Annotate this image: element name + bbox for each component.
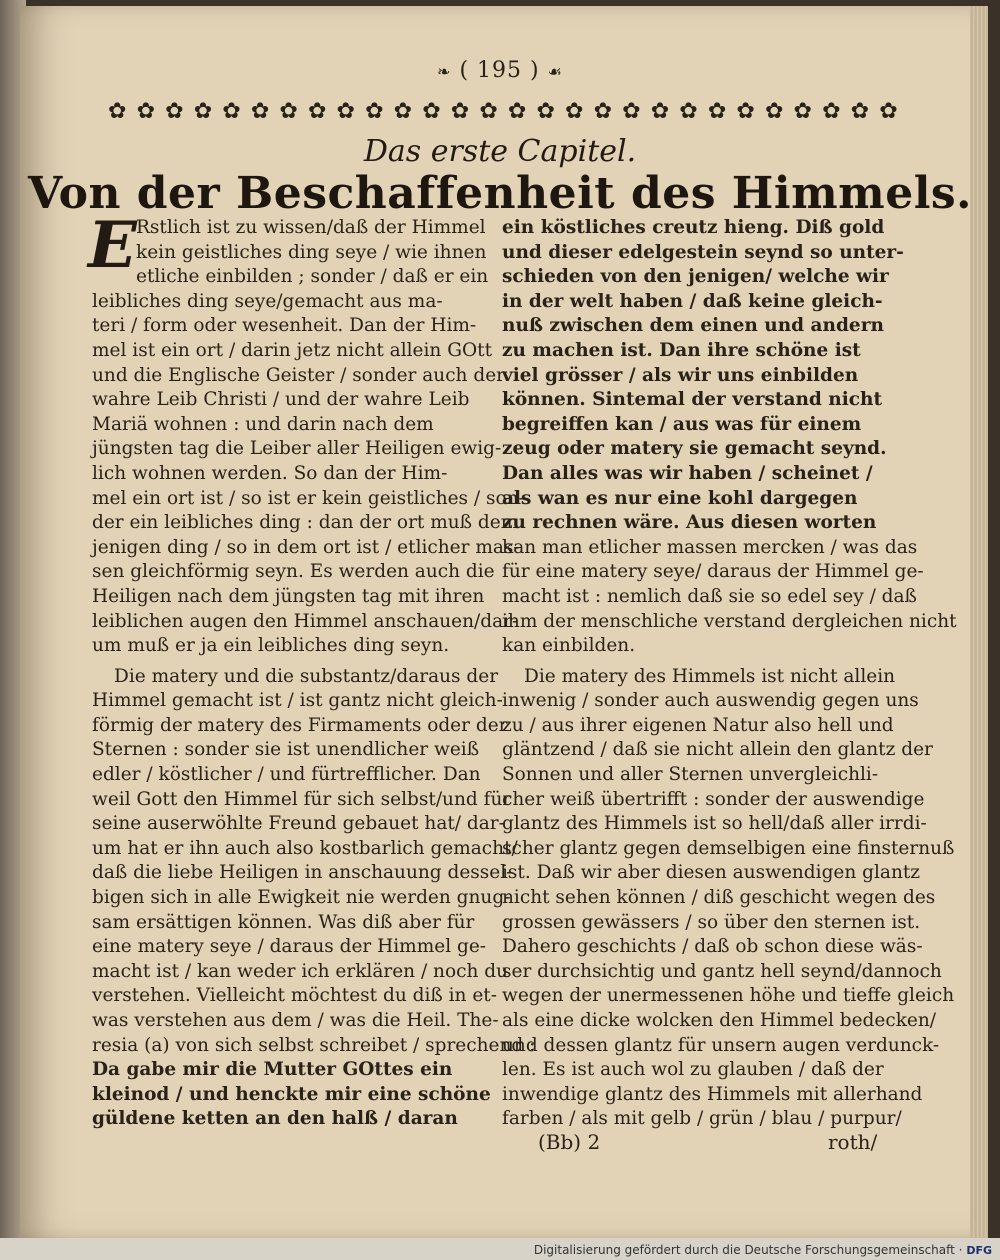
text-line: zu rechnen wäre. Aus diesen worten [502, 512, 877, 534]
text-line: bigen sich in alle Ewigkeit nie werden gnug- [92, 887, 511, 909]
ornament-flower-icon: ✿ [879, 98, 898, 124]
text-line: zu machen ist. Dan ihre schöne ist [502, 339, 861, 361]
text-line: grossen gewässers / so über den sternen ist. [502, 911, 921, 933]
text-line: kleinod / und henckte mir eine schöne [92, 1083, 491, 1105]
text-line: kan einbilden. [502, 635, 636, 657]
text-line: nicht sehen können / diß geschicht wegen des [502, 887, 936, 909]
footer-text: Digitalisierung gefördert durch die Deutsche Forschungsgemeinschaft · [533, 1243, 963, 1257]
text-line: resia (a) von sich selbst schreibet / sprechend : [92, 1034, 536, 1056]
text-line: daß die liebe Heiligen in anschauung dessel- [92, 862, 513, 884]
text-line: wegen der unermessenen höhe und tieffe gleich [502, 985, 955, 1007]
ornament-flower-icon: ✿ [565, 98, 584, 124]
ornament-flower-icon: ✿ [736, 98, 755, 124]
text-line: Heiligen nach dem jüngsten tag mit ihren [92, 585, 485, 607]
text-line: sen gleichförmig seyn. Es werden auch die [92, 561, 495, 583]
chapter-title: Das erste Capitel. [363, 134, 637, 169]
ornament-flower-icon: ✿ [650, 98, 670, 124]
ornament-flower-icon: ✿ [279, 98, 298, 124]
ornament-flower-icon: ✿ [450, 98, 470, 124]
ornament-flower-icon: ✿ [393, 98, 413, 124]
text-line: schieden von den jenigen/ welche wir [502, 266, 889, 288]
main-title: Von der Beschaffenheit des Himmels. [28, 168, 972, 219]
text-line: begreiffen kan / aus was für einem [502, 413, 862, 435]
ornament-flower-icon: ✿ [822, 98, 841, 124]
footer-band [0, 1238, 1000, 1260]
text-line: macht ist / kan weder ich erklären / noch du [92, 960, 509, 982]
text-line: können. Sintemal der verstand nicht [502, 389, 883, 411]
text-line: mel ein ort ist / so ist er kein geistliches / son- [92, 487, 525, 509]
ornament-flower-icon: ✿ [707, 98, 727, 124]
text-line: ihm der menschliche verstand dergleichen nicht [502, 610, 957, 632]
text-line: gläntzend / daß sie nicht allein den glantz der [502, 739, 933, 761]
text-line: Die matery des Himmels ist nicht allein [524, 665, 896, 687]
text-line: was verstehen aus dem / was die Heil. The- [92, 1010, 499, 1031]
text-line: len. Es ist auch wol zu glauben / daß der [502, 1059, 884, 1081]
ornament-flower-icon: ✿ [622, 98, 641, 124]
text-line: macht ist : nemlich daß sie so edel sey / daß [502, 585, 917, 607]
ornament-flower-icon: ✿ [365, 98, 384, 124]
ornament-flower-icon: ✿ [336, 98, 355, 124]
footer-credit [534, 1243, 992, 1257]
ornament-flower-icon: ✿ [536, 98, 555, 124]
text-line: etliche einbilden ; sonder / daß er ein [136, 266, 489, 288]
right-text-column [502, 216, 957, 1132]
text-line: seine auserwöhlte Freund gebauet hat/ dar- [92, 813, 505, 835]
text-line: in der welt haben / daß keine gleich- [502, 290, 883, 312]
ornament-flower-icon: ✿ [307, 98, 327, 124]
text-line: ist. Daß wir aber diesen auswendigen glantz [502, 862, 921, 884]
text-line: cher weiß übertrifft : sonder der auswendige [502, 788, 925, 810]
text-line: scher glantz gegen demselbigen eine finsternuß [502, 837, 955, 859]
ornament-flower-icon: ✿ [108, 98, 127, 124]
text-line: um hat er ihn auch also kostbarlich gemacht/ [92, 837, 518, 859]
text-line: sam ersättigen können. Was diß aber für [92, 911, 475, 933]
text-line: inwenig / sonder auch auswendig gegen uns [502, 690, 919, 712]
text-line: um muß er ja ein leibliches ding seyn. [92, 635, 450, 657]
ornament-flower-icon: ✿ [222, 98, 241, 124]
ornament-border [108, 98, 898, 124]
text-line: weil Gott den Himmel für sich selbst/und für [92, 788, 512, 810]
text-line: zu / aus ihrer eigenen Natur also hell und [502, 714, 894, 736]
text-line: lich wohnen werden. So dan der Him- [92, 462, 448, 484]
text-line: farben / als mit gelb / grün / blau / purpur/ [502, 1108, 902, 1130]
text-line: edler / köstlicher / und fürtrefflicher. Dan [92, 764, 481, 786]
text-line: nuß zwischen dem einen und andern [502, 315, 884, 337]
text-line: kein geistliches ding seye / wie ihnen [136, 241, 487, 263]
drop-cap: E [88, 208, 137, 283]
text-line: kan man etlicher massen mercken / was das [502, 536, 918, 558]
text-line: güldene ketten an den halß / daran [92, 1108, 458, 1130]
text-line: Mariä wohnen : und darin nach dem [92, 413, 434, 435]
dfg-logo-icon: DFG [966, 1244, 992, 1257]
ornament-left-icon: ❧ [437, 62, 452, 81]
text-line: verstehen. Vielleicht möchtest du diß in et- [92, 985, 497, 1007]
page-number: 195 [477, 58, 523, 83]
ornament-flower-icon: ✿ [679, 98, 698, 124]
text-line: Himmel gemacht ist / ist gantz nicht gleich- [92, 690, 503, 712]
ornament-flower-icon: ✿ [250, 98, 270, 124]
text-line: wahre Leib Christi / und der wahre Leib [92, 389, 470, 411]
text-line: und die Englische Geister / sonder auch der [92, 364, 505, 386]
ornament-flower-icon: ✿ [193, 98, 213, 124]
ornament-flower-icon: ✿ [593, 98, 612, 124]
text-line: Sternen : sonder sie ist unendlicher weiß [92, 739, 480, 761]
text-line: teri / form oder wesenheit. Dan der Him- [92, 315, 477, 337]
text-line: Da gabe mir die Mutter GOttes ein [92, 1059, 453, 1081]
text-line: und dieser edelgestein seynd so unter- [502, 241, 904, 263]
text-line: leibliches ding seye/gemacht aus ma- [92, 290, 443, 312]
left-text-column [88, 208, 536, 1132]
text-line: eine matery seye / daraus der Himmel ge- [92, 936, 487, 958]
text-line: als eine dicke wolcken den Himmel bedecken/ [502, 1010, 937, 1031]
ornament-flower-icon: ✿ [422, 98, 441, 124]
text-line: viel grösser / als wir uns einbilden [502, 364, 859, 386]
text-line: leiblichen augen den Himmel anschauen/dar- [92, 610, 519, 632]
ornament-flower-icon: ✿ [507, 98, 527, 124]
text-line: ein köstliches creutz hieng. Diß gold [502, 217, 885, 238]
text-line: der ein leibliches ding : dan der ort muß dem [92, 512, 519, 534]
catchword: roth/ [828, 1130, 878, 1154]
text-line: mel ist ein ort / darin jetz nicht allein GOtt [92, 339, 493, 361]
text-line: Die matery und die substantz/daraus der [114, 665, 499, 687]
ornament-flower-icon: ✿ [793, 98, 812, 124]
text-line: zeug oder matery sie gemacht seynd. [502, 438, 887, 460]
text-line: Dahero geschichts / daß ob schon diese wäs- [502, 936, 923, 958]
text-line: ser durchsichtig und gantz hell seynd/dannoch [502, 960, 942, 982]
ornament-flower-icon: ✿ [165, 98, 184, 124]
text-line: und dessen glantz für unsern augen verdunck- [502, 1034, 940, 1056]
text-line: Dan alles was wir haben / scheinet / [502, 462, 873, 484]
signature-mark: (Bb) 2 [538, 1130, 601, 1154]
page-number-header: ❧ ( 195 ) ☙ [437, 58, 563, 83]
text-line: inwendige glantz des Himmels mit allerhand [502, 1083, 923, 1105]
ornament-flower-icon: ✿ [764, 98, 784, 124]
text-line: Sonnen und aller Sternen unvergleichli- [502, 764, 879, 786]
ornament-flower-icon: ✿ [136, 98, 155, 124]
ornament-flower-icon: ✿ [479, 98, 498, 124]
ornament-right-icon: ☙ [547, 62, 563, 81]
text-line: jüngsten tag die Leiber aller Heiligen ewig- [92, 438, 502, 460]
text-line: für eine matery seye/ daraus der Himmel ge- [502, 561, 924, 583]
text-line: förmig der matery des Firmaments oder der [92, 714, 508, 736]
text-line: jenigen ding / so in dem ort ist / etlicher mas- [92, 536, 520, 558]
text-line: glantz des Himmels ist so hell/daß aller irrdi- [502, 813, 927, 835]
text-line: als wan es nur eine kohl dargegen [502, 487, 858, 509]
text-line: Rstlich ist zu wissen/daß der Himmel [136, 217, 486, 238]
ornament-flower-icon: ✿ [850, 98, 870, 124]
